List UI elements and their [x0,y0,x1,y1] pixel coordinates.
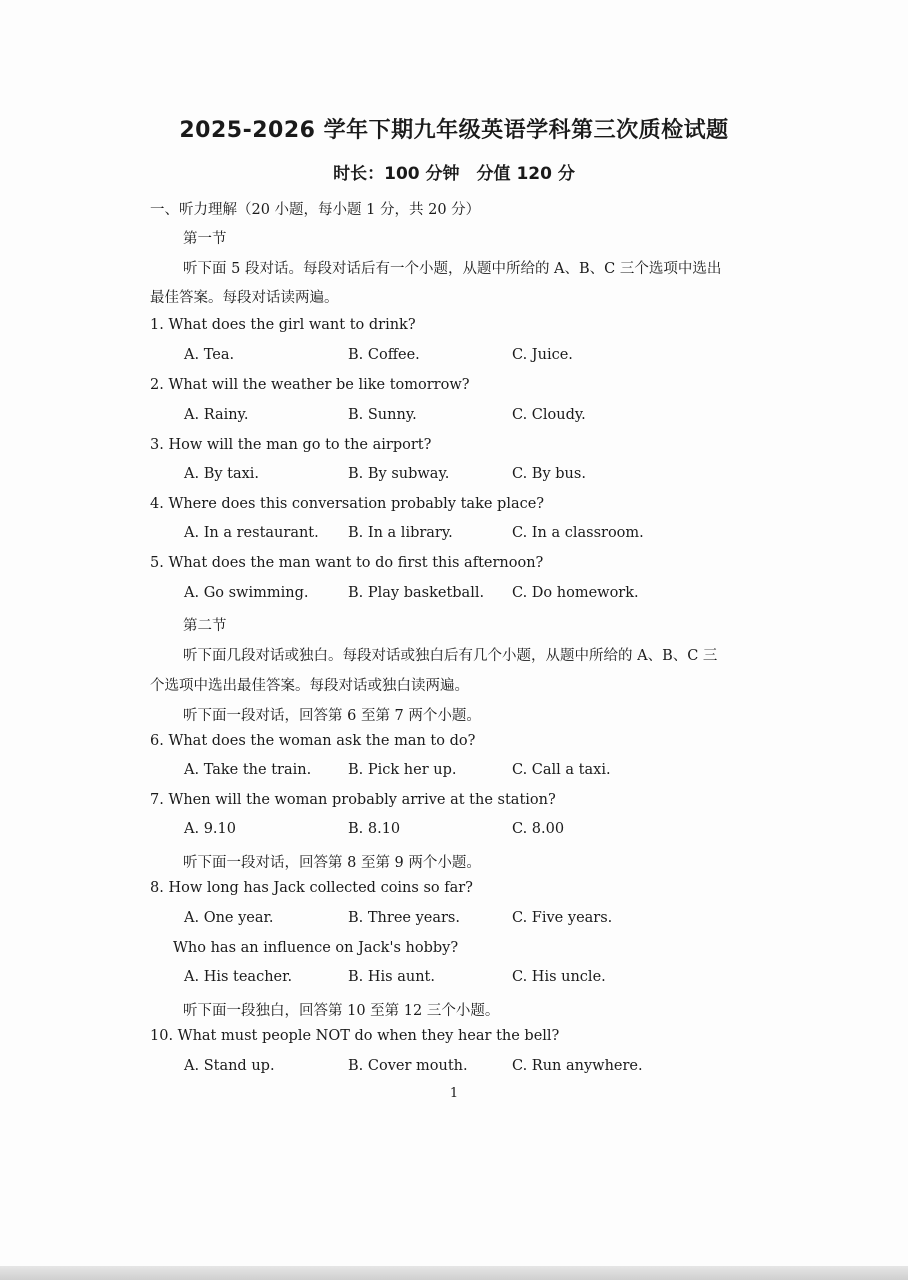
question-8-option-a: A. One year. [184,910,274,926]
question-3-option-c: C. By bus. [512,466,586,482]
question-5-option-a: A. Go swimming. [184,585,309,601]
part2-instruction-line2: 个选项中选出最佳答案。每段对话或独白读两遍。 [150,678,469,694]
page-number: 1 [449,1086,459,1101]
question-8-option-b: B. Three years. [348,910,460,926]
question-8-option-c: C. Five years. [512,910,613,926]
question-7-option-b: B. 8.10 [348,821,401,837]
part1-instruction-line2: 最佳答案。每段对话读两遍。 [150,290,339,306]
question-1-option-b: B. Coffee. [348,347,420,363]
question-6-option-a: A. Take the train. [184,762,312,778]
question-6-option-c: C. Call a taxi. [512,762,611,778]
question-3-option-b: B. By subway. [348,466,450,482]
exam-duration-and-score: 时长：100 分钟 分值 120 分 [333,164,575,184]
question-9-option-a: A. His teacher. [184,969,293,985]
question-4-option-b: B. In a library. [348,525,453,541]
question-6-option-b: B. Pick her up. [348,762,457,778]
question-8: 8. How long has Jack collected coins so far? [150,880,473,896]
question-1: 1. What does the girl want to drink? [150,317,416,333]
question-7: 7. When will the woman probably arrive at the station? [150,792,556,808]
question-4-option-a: A. In a restaurant. [184,525,319,541]
question-9: Who has an influence on Jack's hobby? [173,940,459,956]
question-4: 4. Where does this conversation probably take place? [150,496,545,512]
part-heading-1: 第一节 [183,231,227,247]
question-2-option-c: C. Cloudy. [512,407,586,423]
question-2-option-a: A. Rainy. [184,407,249,423]
question-4-option-c: C. In a classroom. [512,525,644,541]
question-7-option-c: C. 8.00 [512,821,565,837]
question-5-option-b: B. Play basketball. [348,585,485,601]
question-5-option-c: C. Do homework. [512,585,639,601]
question-2-option-b: B. Sunny. [348,407,417,423]
question-3-option-a: A. By taxi. [184,466,260,482]
question-10-option-c: C. Run anywhere. [512,1058,643,1074]
exam-title: 2025-2026 学年下期九年级英语学科第三次质检试题 [179,118,729,143]
question-7-option-a: A. 9.10 [184,821,236,837]
monologue-note-10-12: 听下面一段独白，回答第 10 至第 12 三个小题。 [183,1003,500,1019]
question-5: 5. What does the man want to do first this afternoon? [150,555,544,571]
part1-instruction-line1: 听下面 5 段对话。每段对话后有一个小题，从题中所给的 A、B、C 三个选项中选出 [183,261,722,277]
question-6: 6. What does the woman ask the man to do? [150,733,476,749]
dialogue-note-8-9: 听下面一段对话，回答第 8 至第 9 两个小题。 [183,855,481,871]
question-9-option-b: B. His aunt. [348,969,435,985]
question-1-option-c: C. Juice. [512,347,573,363]
bottom-edge-strip [0,1266,908,1280]
dialogue-note-6-7: 听下面一段对话，回答第 6 至第 7 两个小题。 [183,708,481,724]
section-heading-listening: 一、听力理解（20 小题，每小题 1 分，共 20 分） [150,202,481,218]
question-9-option-c: C. His uncle. [512,969,606,985]
question-3: 3. How will the man go to the airport? [150,437,432,453]
part2-instruction-line1: 听下面几段对话或独白。每段对话或独白后有几个小题，从题中所给的 A、B、C 三 [183,648,718,664]
question-10-option-a: A. Stand up. [184,1058,275,1074]
part-heading-2: 第二节 [183,618,227,634]
question-1-option-a: A. Tea. [184,347,235,363]
question-10: 10. What must people NOT do when they hear the bell? [150,1028,560,1044]
question-10-option-b: B. Cover mouth. [348,1058,468,1074]
question-2: 2. What will the weather be like tomorrow? [150,377,470,393]
